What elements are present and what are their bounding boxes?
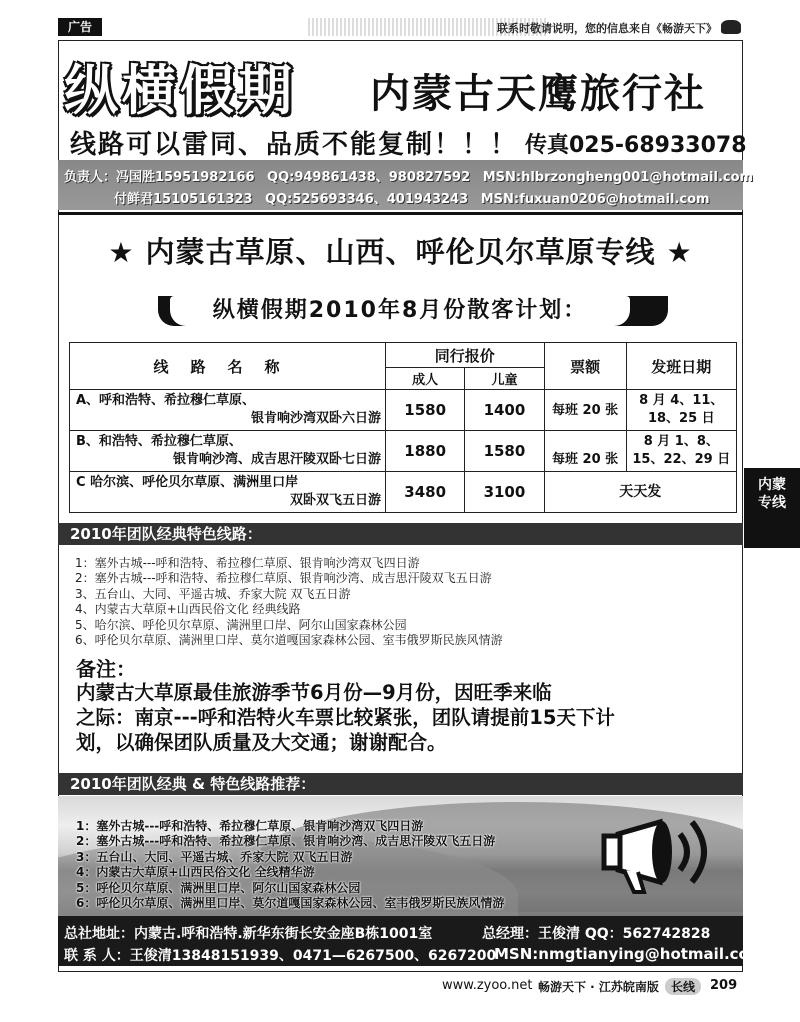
brand-name: 纵横假期 [64,59,296,122]
note-body [76,680,736,755]
table-row [70,390,737,431]
publication-name: 畅游天下 · 江苏皖南版 [538,980,659,994]
ticket-quota: 每班 20 张 [544,431,626,472]
list-item: 5、哈尔滨、呼伦贝尔草原、满洲里口岸、阿尔山国家森林公园 [75,617,407,632]
route-name [70,390,386,431]
adult-price: 1580 [386,390,465,431]
contact-person: 联 系 人：王俊清13848151939、0471—6267500、6267200 [64,948,497,964]
dates-line-2: 18、25 日 [647,411,715,426]
list-item: 1：塞外古城---呼和浩特、希拉穆仁草原、银肯响沙湾双飞四日游 [76,819,424,833]
child-price: 1400 [465,390,544,431]
company-name: 内蒙古天鹰旅行社 [370,71,706,117]
classic-routes-list [75,556,503,648]
head-office-address: 总社地址：内蒙古.呼和浩特.新华东街长安金座B栋1001室 [64,926,433,942]
route-name [70,431,386,472]
list-item: 3：五台山、大同、平遥古城、乔家大院 双飞五日游 [76,849,353,864]
site-url[interactable]: www.zyoo.net [442,978,533,993]
ad-label: 广告 [58,18,102,36]
header-dates: 发班日期 [626,343,736,390]
general-manager: 总经理：王俊清 QQ：562742828 [482,926,711,942]
route-line-1: A、呼和浩特、希拉穆仁草原、 [76,393,256,408]
contact-person-2: 付鲜君15105161323 [114,192,253,207]
note-line: 之际：南京---呼和浩特火车票比较紧张，团队请提前15天下计 [76,706,615,729]
table-row [70,431,737,472]
header-child: 儿童 [465,368,544,390]
section-header-classic: 2010年团队经典特色线路： [58,523,743,545]
contact-row-1 [64,166,753,185]
headline [58,230,743,271]
section-badge: 长线 [665,978,701,995]
msn-contact: MSN:nmgtianying@hotmail.com [494,945,765,963]
recommended-routes-list [76,819,504,911]
header-adult: 成人 [386,368,465,390]
magazine-logo-icon [721,20,741,34]
route-line-1: B、和浩特、希拉穆仁草原、 [76,434,242,449]
dates-line-2: 15、22、29 日 [632,452,731,467]
list-item: 4：内蒙古大草原+山西民俗文化 全线精华游 [76,865,315,880]
list-item: 4、内蒙古大草原+山西民俗文化 经典线路 [75,602,301,617]
dates-line-1: 8 月 1、8、 [643,434,719,449]
table-header-row [70,343,737,368]
departure-dates [626,390,736,431]
page-footer [380,978,743,996]
header-price: 同行报价 [386,343,545,368]
page-number: 209 [710,978,738,993]
departure-dates [626,431,736,472]
list-item: 2：塞外古城---呼和浩特、希拉穆仁草原、银肯响沙湾、成吉思汗陵双飞五日游 [76,834,496,849]
star-icon: ★ [108,236,135,269]
contact-msn-2: MSN:fuxuan0206@hotmail.com [480,192,710,207]
header-quota: 票额 [544,343,626,390]
slogan: 线路可以雷同、品质不能复制！！！ [70,130,519,160]
child-price: 3100 [465,472,544,513]
route-name [70,472,386,513]
fax-number: 传真025-68933078 [525,133,747,158]
list-item: 6、呼伦贝尔草原、满洲里口岸、莫尔道嘎国家森林公园、室韦俄罗斯民族风情游 [75,633,503,648]
list-item: 3、五台山、大同、平遥古城、乔家大院 双飞五日游 [75,586,351,601]
header-route: 线路名称 [70,343,386,390]
route-line-1: C 哈尔滨、呼伦贝尔草原、满洲里口岸 [76,475,299,490]
contact-qq-2: QQ:525693346、401943243 [265,192,469,207]
contact-person-1: 负责人：冯国胜15951982166 [64,170,255,185]
route-line-2: 银肯响沙湾、成吉思汗陵双卧七日游 [172,452,381,467]
list-item: 5：呼伦贝尔草原、满洲里口岸、阿尔山国家森林公园 [76,880,361,895]
child-price: 1580 [465,431,544,472]
star-icon: ★ [666,236,693,269]
divider [58,212,743,215]
contacts-band [58,160,754,210]
departure-dates: 天天发 [544,472,736,513]
list-item: 2：塞外古城---呼和浩特、希拉穆仁草原、银肯响沙湾、成吉思汗陵双飞五日游 [75,571,492,586]
list-item: 1：塞外古城---呼和浩特、希拉穆仁草原、银肯响沙湾双飞四日游 [75,556,420,570]
source-note: 联系时敬请说明，您的信息来自《畅游天下》 [497,22,717,35]
route-line-2: 双卧双飞五日游 [289,493,381,508]
note-line: 划，以确保团队质量及大交通；谢谢配合。 [76,731,447,754]
plan-title: 纵横假期2010年8月份散客计划： [170,296,630,326]
contact-msn-1: MSN:hlbrzongheng001@hotmail.com [482,170,754,185]
dates-line-1: 8 月 4、11、 [639,393,724,408]
note-line: 内蒙古大草原最佳旅游季节6月份—9月份，因旺季来临 [76,681,552,704]
ticket-quota: 每班 20 张 [544,390,626,431]
top-strip [58,14,743,40]
side-tab-label: 内蒙专线 [758,477,786,511]
adult-price: 3480 [386,472,465,513]
footer-contact-band [58,916,765,966]
note-title: 备注： [76,657,136,681]
list-item: 6：呼伦贝尔草原、满洲里口岸、莫尔道嘎国家森林公园、室韦俄罗斯民族风情游 [76,896,505,911]
section-header-recommend: 2010年团队经典 & 特色线路推荐： [58,773,743,795]
route-line-2: 银肯响沙湾双卧六日游 [250,411,381,426]
contact-qq-1: QQ:949861438、980827592 [267,170,471,185]
schedule-table [69,342,737,513]
contact-row-2 [114,188,710,207]
table-row [70,472,737,513]
headline-text: 内蒙古草原、山西、呼伦贝尔草原专线 [145,235,656,269]
section-side-tab [744,468,800,548]
adult-price: 1880 [386,431,465,472]
megaphone-icon [598,812,726,898]
